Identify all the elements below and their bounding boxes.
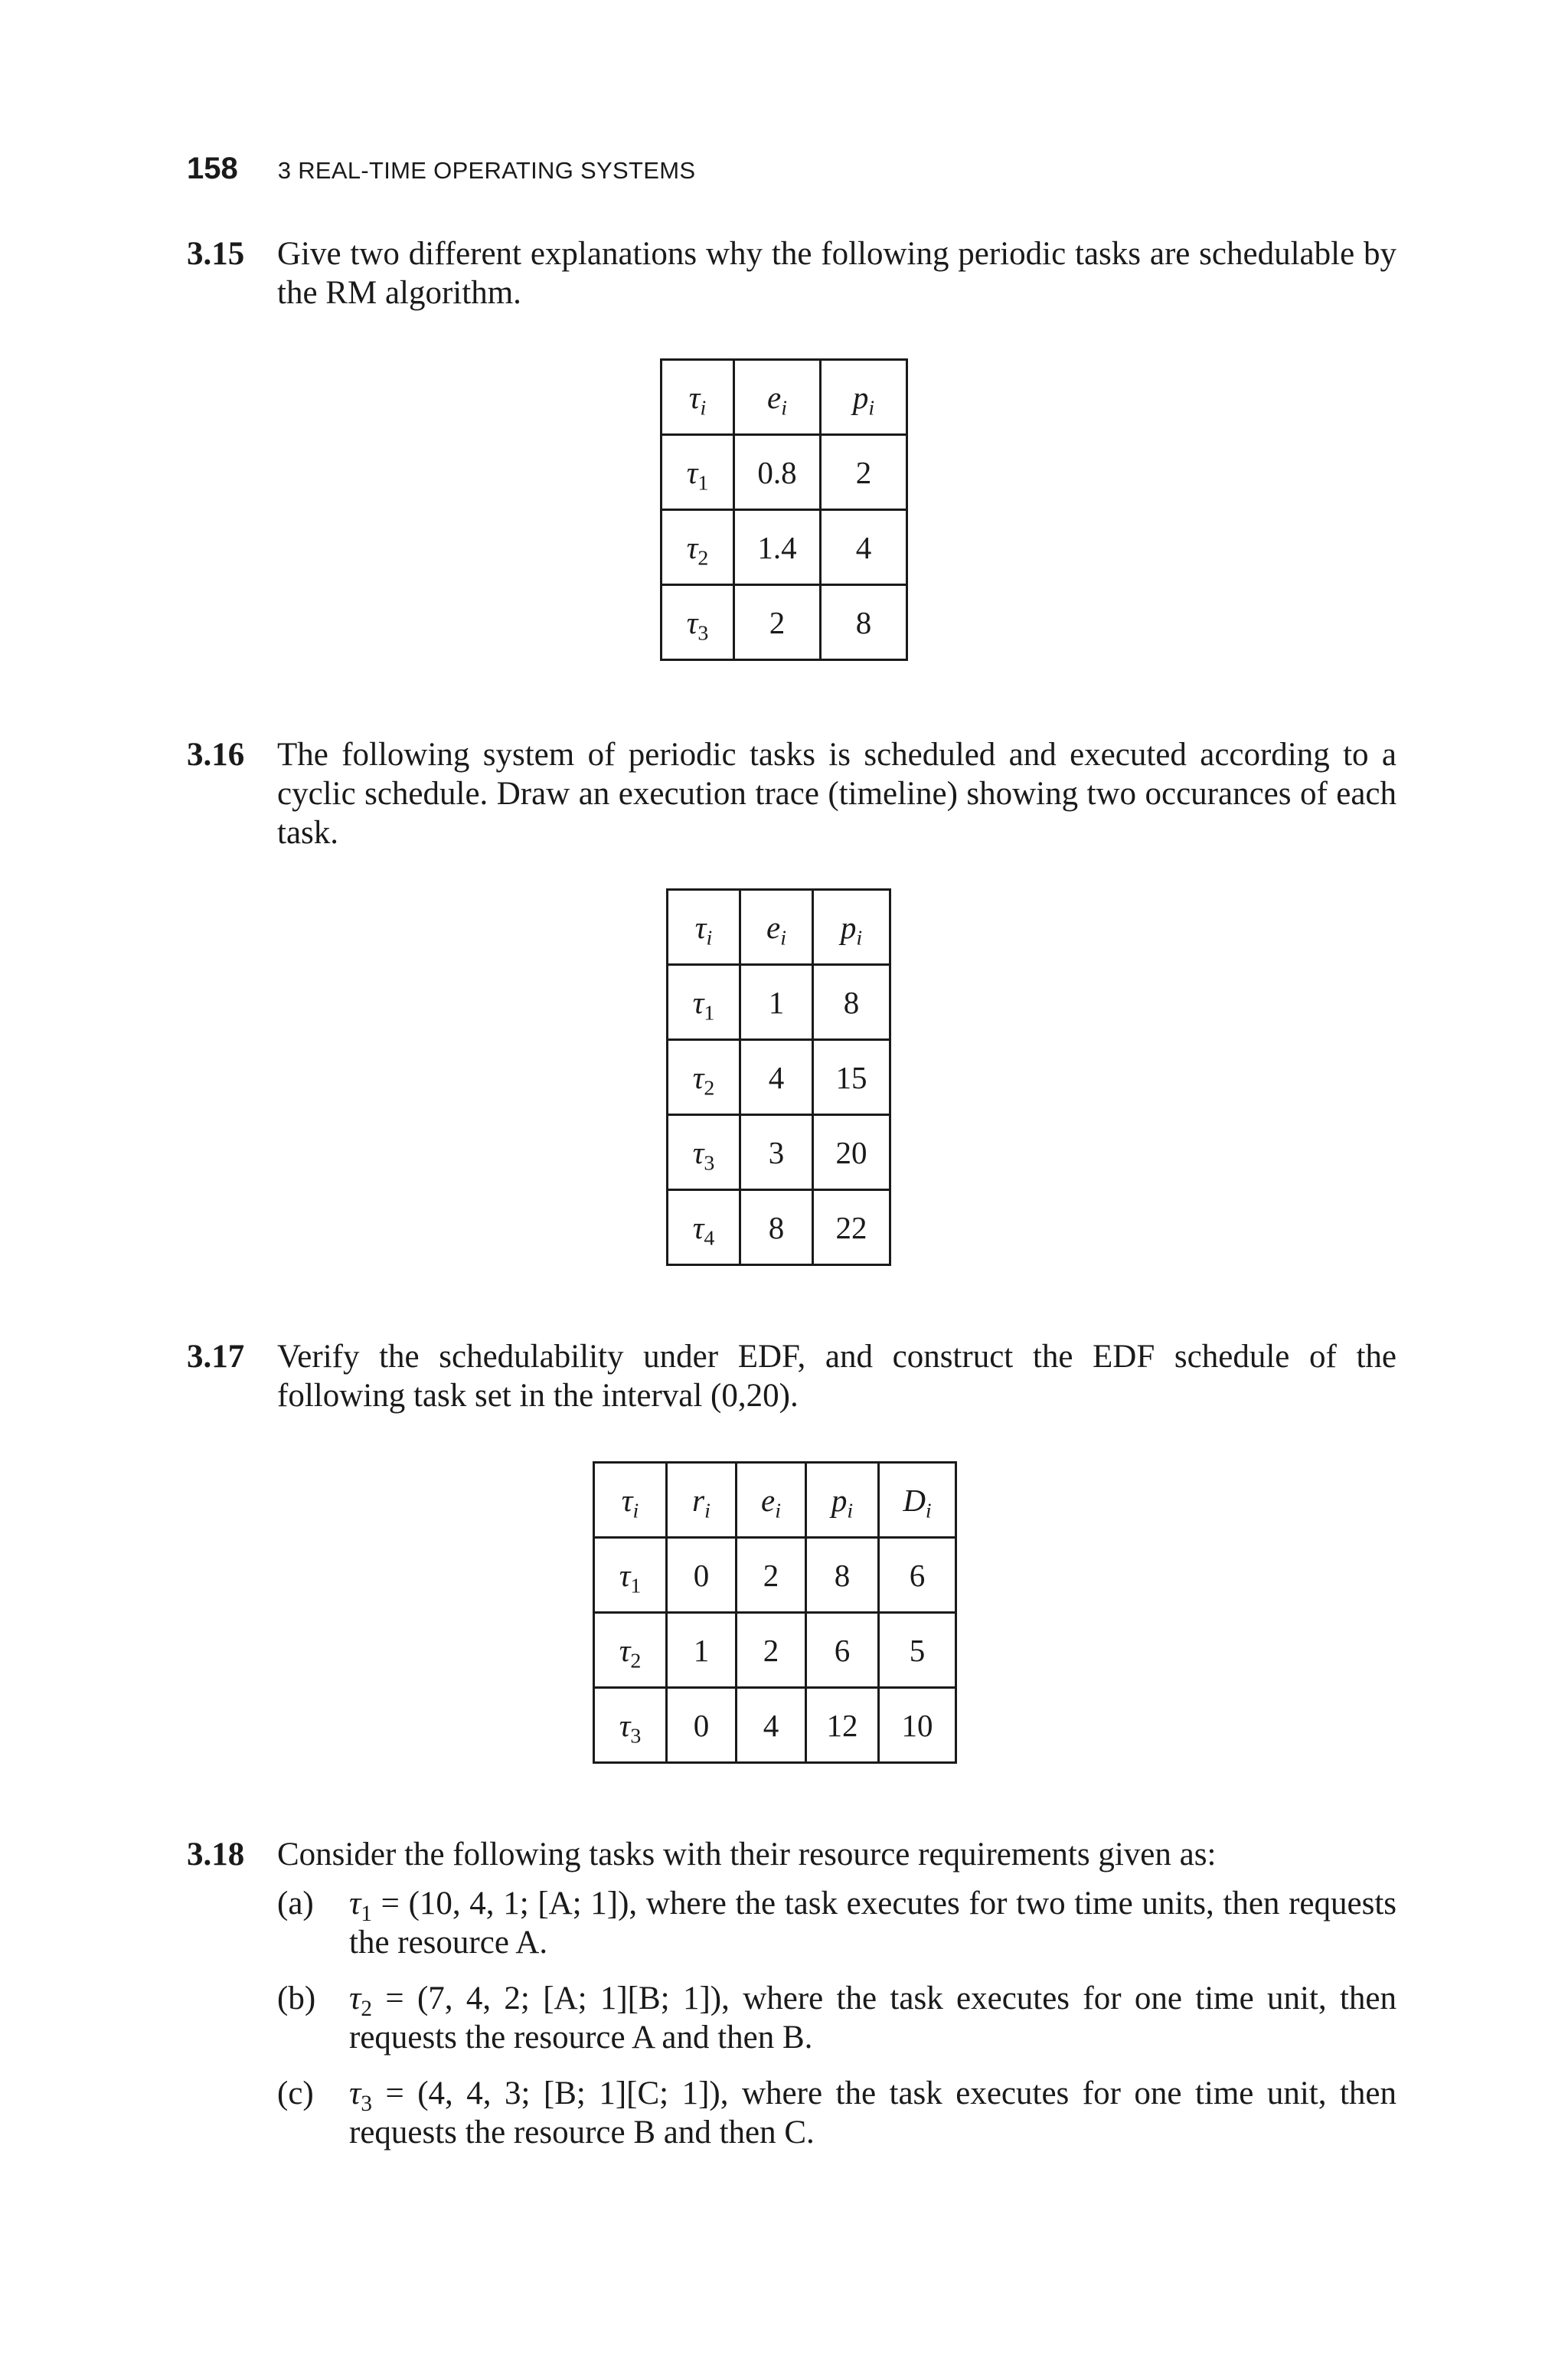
d-cell: 5 [879,1613,956,1688]
problem-number: 3.17 [187,1339,245,1375]
p-cell: 8 [821,585,907,660]
task-cell: $\tau_1$ [668,965,740,1040]
header-cell-p: $p_i$ [821,360,907,435]
header-cell-r: $r_i$ [667,1463,737,1538]
table-row [662,510,907,585]
table-row [594,1688,956,1763]
item-text: $\tau_1 = (10$, 4, 1; [A; 1]), where the task executes for two time units, then requests the resource A. [349,1886,1396,1961]
header-cell-p: $p_i$ [813,890,890,965]
task-table-3-15 [660,358,908,661]
task-cell: $\tau_3$ [662,585,734,660]
problem-3-16 [187,735,1396,852]
header-cell-tau: $\tau_i$ [668,890,740,965]
e-cell: 2 [734,585,821,660]
page-header [187,152,695,186]
task-cell: $\tau_4$ [668,1190,740,1265]
e-cell: 0.8 [734,435,821,510]
problem-3-18-items [187,1884,1396,2169]
p-cell: 6 [806,1613,879,1688]
tuple: = (7, 4, 2; [A; 1][B; 1]), [385,1980,730,2016]
e-cell: 2 [737,1538,806,1613]
e-cell: 2 [737,1613,806,1688]
task-table-3-17 [593,1461,957,1764]
task-cell: $\tau_3$ [594,1688,667,1763]
list-item [277,1979,1396,2057]
description: where the task executes for two time units, then requests the resource A. [349,1886,1396,1961]
problem-text: Give two different explanations why the following periodic tasks are schedulable by the RM algorithm. [277,236,1396,311]
r-cell: 0 [667,1538,737,1613]
p-cell: 8 [806,1538,879,1613]
task-cell: $\tau_2$ [668,1040,740,1115]
header-cell-tau: $\tau_i$ [662,360,734,435]
description: where the task executes for one time unit, then requests the resource B and then C. [349,2075,1397,2150]
header-cell-e: $e_i$ [740,890,813,965]
header-cell-p: $p_i$ [806,1463,879,1538]
problem-text: Verify the schedulability under EDF, and construct the EDF schedule of the following task set in the interval (0,20). [277,1339,1396,1414]
table-row [662,435,907,510]
task-cell: $\tau_3$ [668,1115,740,1190]
header-cell-tau: $\tau_i$ [594,1463,667,1538]
e-cell: 4 [740,1040,813,1115]
p-cell: 8 [813,965,890,1040]
table-row [668,965,890,1040]
task-table-3-16 [666,888,891,1266]
table-row [668,1040,890,1115]
p-cell: 4 [821,510,907,585]
table-row [662,585,907,660]
header-cell-e: $e_i$ [734,360,821,435]
problem-text: Consider the following tasks with their resource requirements given as: [277,1837,1217,1872]
table-row [594,1538,956,1613]
item-label: (b) [277,1980,316,2016]
task-cell: $\tau_1$ [594,1538,667,1613]
p-cell: 22 [813,1190,890,1265]
list-item [277,1884,1396,1962]
e-cell: 1.4 [734,510,821,585]
p-cell: 15 [813,1040,890,1115]
list-item [277,2074,1396,2152]
table-row [668,1115,890,1190]
running-head: 3 REAL-TIME OPERATING SYSTEMS [277,157,696,184]
header-cell-d: $D_i$ [879,1463,956,1538]
p-cell: 2 [821,435,907,510]
task-cell: $\tau_2$ [662,510,734,585]
d-cell: 10 [879,1688,956,1763]
table-header-row [594,1463,956,1538]
e-cell: 8 [740,1190,813,1265]
item-label: (c) [277,2075,314,2111]
page-number: 158 [187,152,238,185]
r-cell: 1 [667,1613,737,1688]
table-header-row [662,360,907,435]
tuple: = (4, 4, 3; [B; 1][C; 1]), [385,2075,729,2111]
r-cell: 0 [667,1688,737,1763]
problem-3-18 [187,1835,1396,1874]
problem-number: 3.15 [187,236,245,272]
table-header-row [668,890,890,965]
item-text: $\tau_3 = (4$, 4, 3; [B; 1][C; 1]), where the task executes for one time unit, then requests the resource B and then C. [349,2075,1397,2150]
problem-3-17 [187,1337,1396,1415]
problem-number: 3.18 [187,1837,245,1872]
e-cell: 3 [740,1115,813,1190]
description: where the task executes for one time unit, then requests the resource A and then B. [349,1980,1397,2056]
d-cell: 6 [879,1538,956,1613]
header-cell-e: $e_i$ [737,1463,806,1538]
p-cell: 12 [806,1688,879,1763]
e-cell: 4 [737,1688,806,1763]
item-text: $\tau_2 = (7$, 4, 2; [A; 1][B; 1]), where the task executes for one time unit, then requests the resource A and then B. [349,1980,1397,2056]
table-row [594,1613,956,1688]
p-cell: 20 [813,1115,890,1190]
e-cell: 1 [740,965,813,1040]
task-cell: $\tau_1$ [662,435,734,510]
problem-text: The following system of periodic tasks is scheduled and executed according to a cyclic schedule. Draw an execution trace (timeline) showing two occurances of each task. [277,737,1396,851]
task-cell: $\tau_2$ [594,1613,667,1688]
problem-number: 3.16 [187,737,245,773]
table-row [668,1190,890,1265]
item-label: (a) [277,1886,314,1922]
tuple: = (10, 4, 1; [A; 1]), [381,1886,638,1922]
problem-3-15 [187,234,1396,312]
